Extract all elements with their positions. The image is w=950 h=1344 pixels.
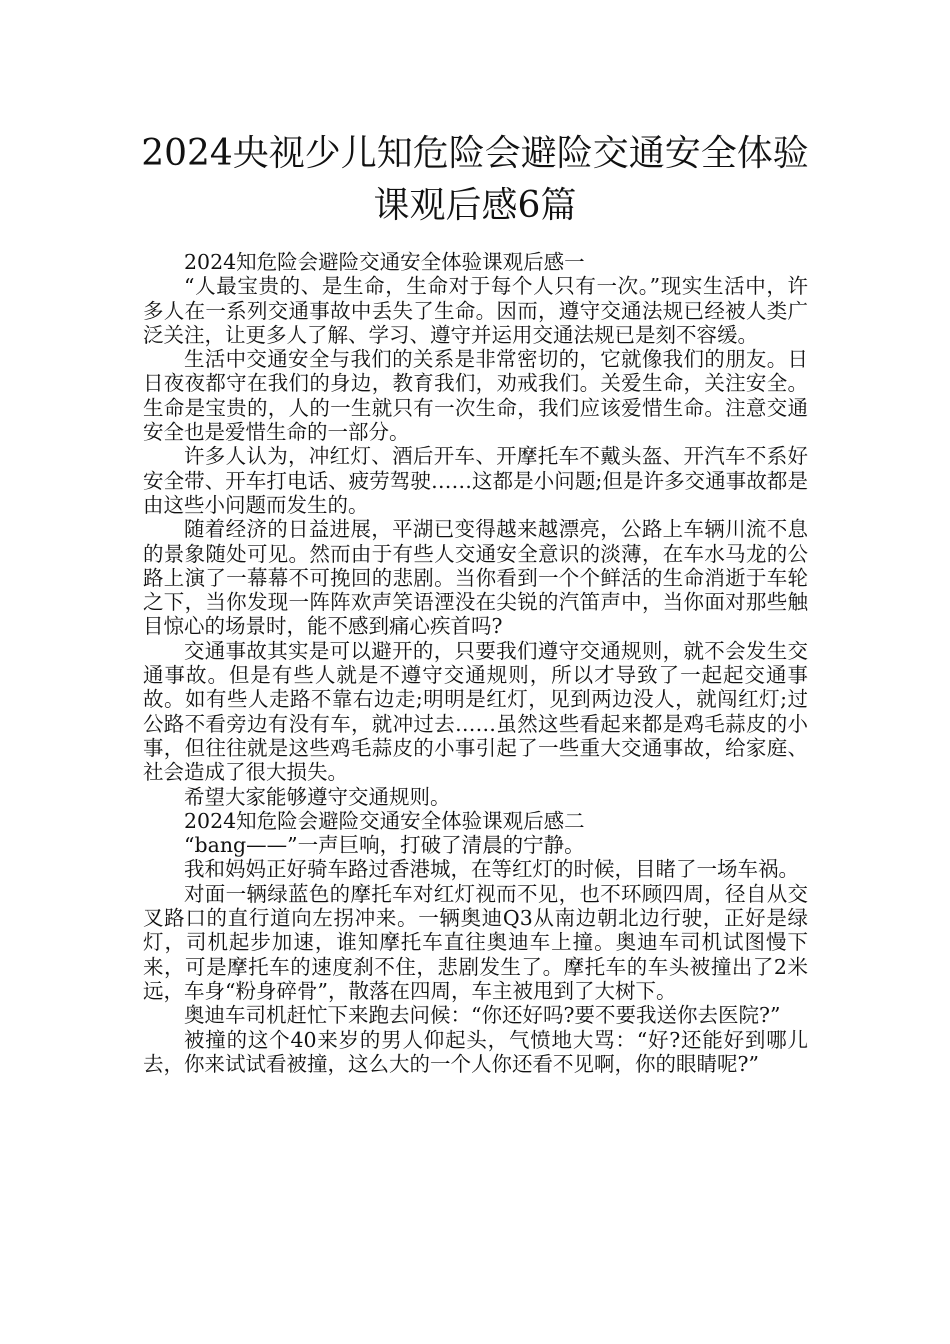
paragraph: 我和妈妈正好骑车路过香港城，在等红灯的时候，目睹了一场车祸。 <box>184 857 799 882</box>
document-body <box>143 250 808 1076</box>
paragraph: 对面一辆绿蓝色的摩托车对红灯视而不见，也不环顾四周，径自从交叉路口的直行道向左拐冲来。一辆奥迪Q3从南边朝北边行驶，正好是绿灯，司机起步加速，谁知摩托车直往奥迪车上撞。奥迪车司机试图慢下来，可是摩托车的速度刹不住，悲剧发生了。摩托车的车头被撞出了2米远，车身“粉身碎骨”，散落在四周，车主被甩到了大树下。 <box>143 881 808 1003</box>
paragraph: 希望大家能够遵守交通规则。 <box>184 784 451 809</box>
paragraph: “bang——”一声巨响，打破了清晨的宁静。 <box>184 833 585 858</box>
title-line-2: 课观后感6篇 <box>373 185 577 226</box>
paragraph: 奥迪车司机赶忙下来跑去问候：“你还好吗?要不要我送你去医院?” <box>184 1003 781 1028</box>
document-title <box>120 128 830 232</box>
section-heading-1: 2024知危险会避险交通安全体验课观后感一 <box>184 250 585 274</box>
section-heading-2: 2024知危险会避险交通安全体验课观后感二 <box>184 808 585 833</box>
paragraph: 交通事故其实是可以避开的，只要我们遵守交通规则，就不会发生交通事故。但是有些人就是不遵守交通规则，所以才导致了一起起交通事故。如有些人走路不靠右边走;明明是红灯，见到两边没人，就闯红灯;过公路不看旁边有没有车，就冲过去……虽然这些看起来都是鸡毛蒜皮的小事，但往往就是这些鸡毛蒜皮的小事引起了一些重大交通事故，给家庭、社会造成了很大损失。 <box>143 638 808 785</box>
paragraph: “人最宝贵的、是生命，生命对于每个人只有一次。”现实生活中，许多人在一系列交通事故中丢失了生命。因而，遵守交通法规已经被人类广泛关注，让更多人了解、学习、遵守并运用交通法规已是刻不容缓。 <box>143 274 808 347</box>
paragraph: 生活中交通安全与我们的关系是非常密切的，它就像我们的朋友。日日夜夜都守在我们的身边，教育我们，劝戒我们。关爱生命，关注安全。生命是宝贵的，人的一生就只有一次生命，我们应该爱惜生命。注意交通安全也是爱惜生命的一部分。 <box>143 347 808 445</box>
paragraph: 许多人认为，冲红灯、酒后开车、开摩托车不戴头盔、开汽车不系好安全带、开车打电话、疲劳驾驶……这都是小问题;但是许多交通事故都是由这些小问题而发生的。 <box>143 444 808 517</box>
title-line-1: 2024央视少儿知危险会避险交通安全体验 <box>141 133 809 174</box>
paragraph: 被撞的这个40来岁的男人仰起头，气愤地大骂：“好?还能好到哪儿去，你来试试看被撞，这么大的一个人你还看不见啊，你的眼睛呢?” <box>143 1027 808 1076</box>
paragraph: 随着经济的日益进展，平湖已变得越来越漂亮，公路上车辆川流不息的景象随处可见。然而由于有些人交通安全意识的淡薄，在车水马龙的公路上演了一幕幕不可挽回的悲剧。当你看到一个个鲜活的生命消逝于车轮之下，当你发现一阵阵欢声笑语湮没在尖锐的汽笛声中，当你面对那些触目惊心的场景时，能不感到痛心疾首吗? <box>143 517 808 639</box>
